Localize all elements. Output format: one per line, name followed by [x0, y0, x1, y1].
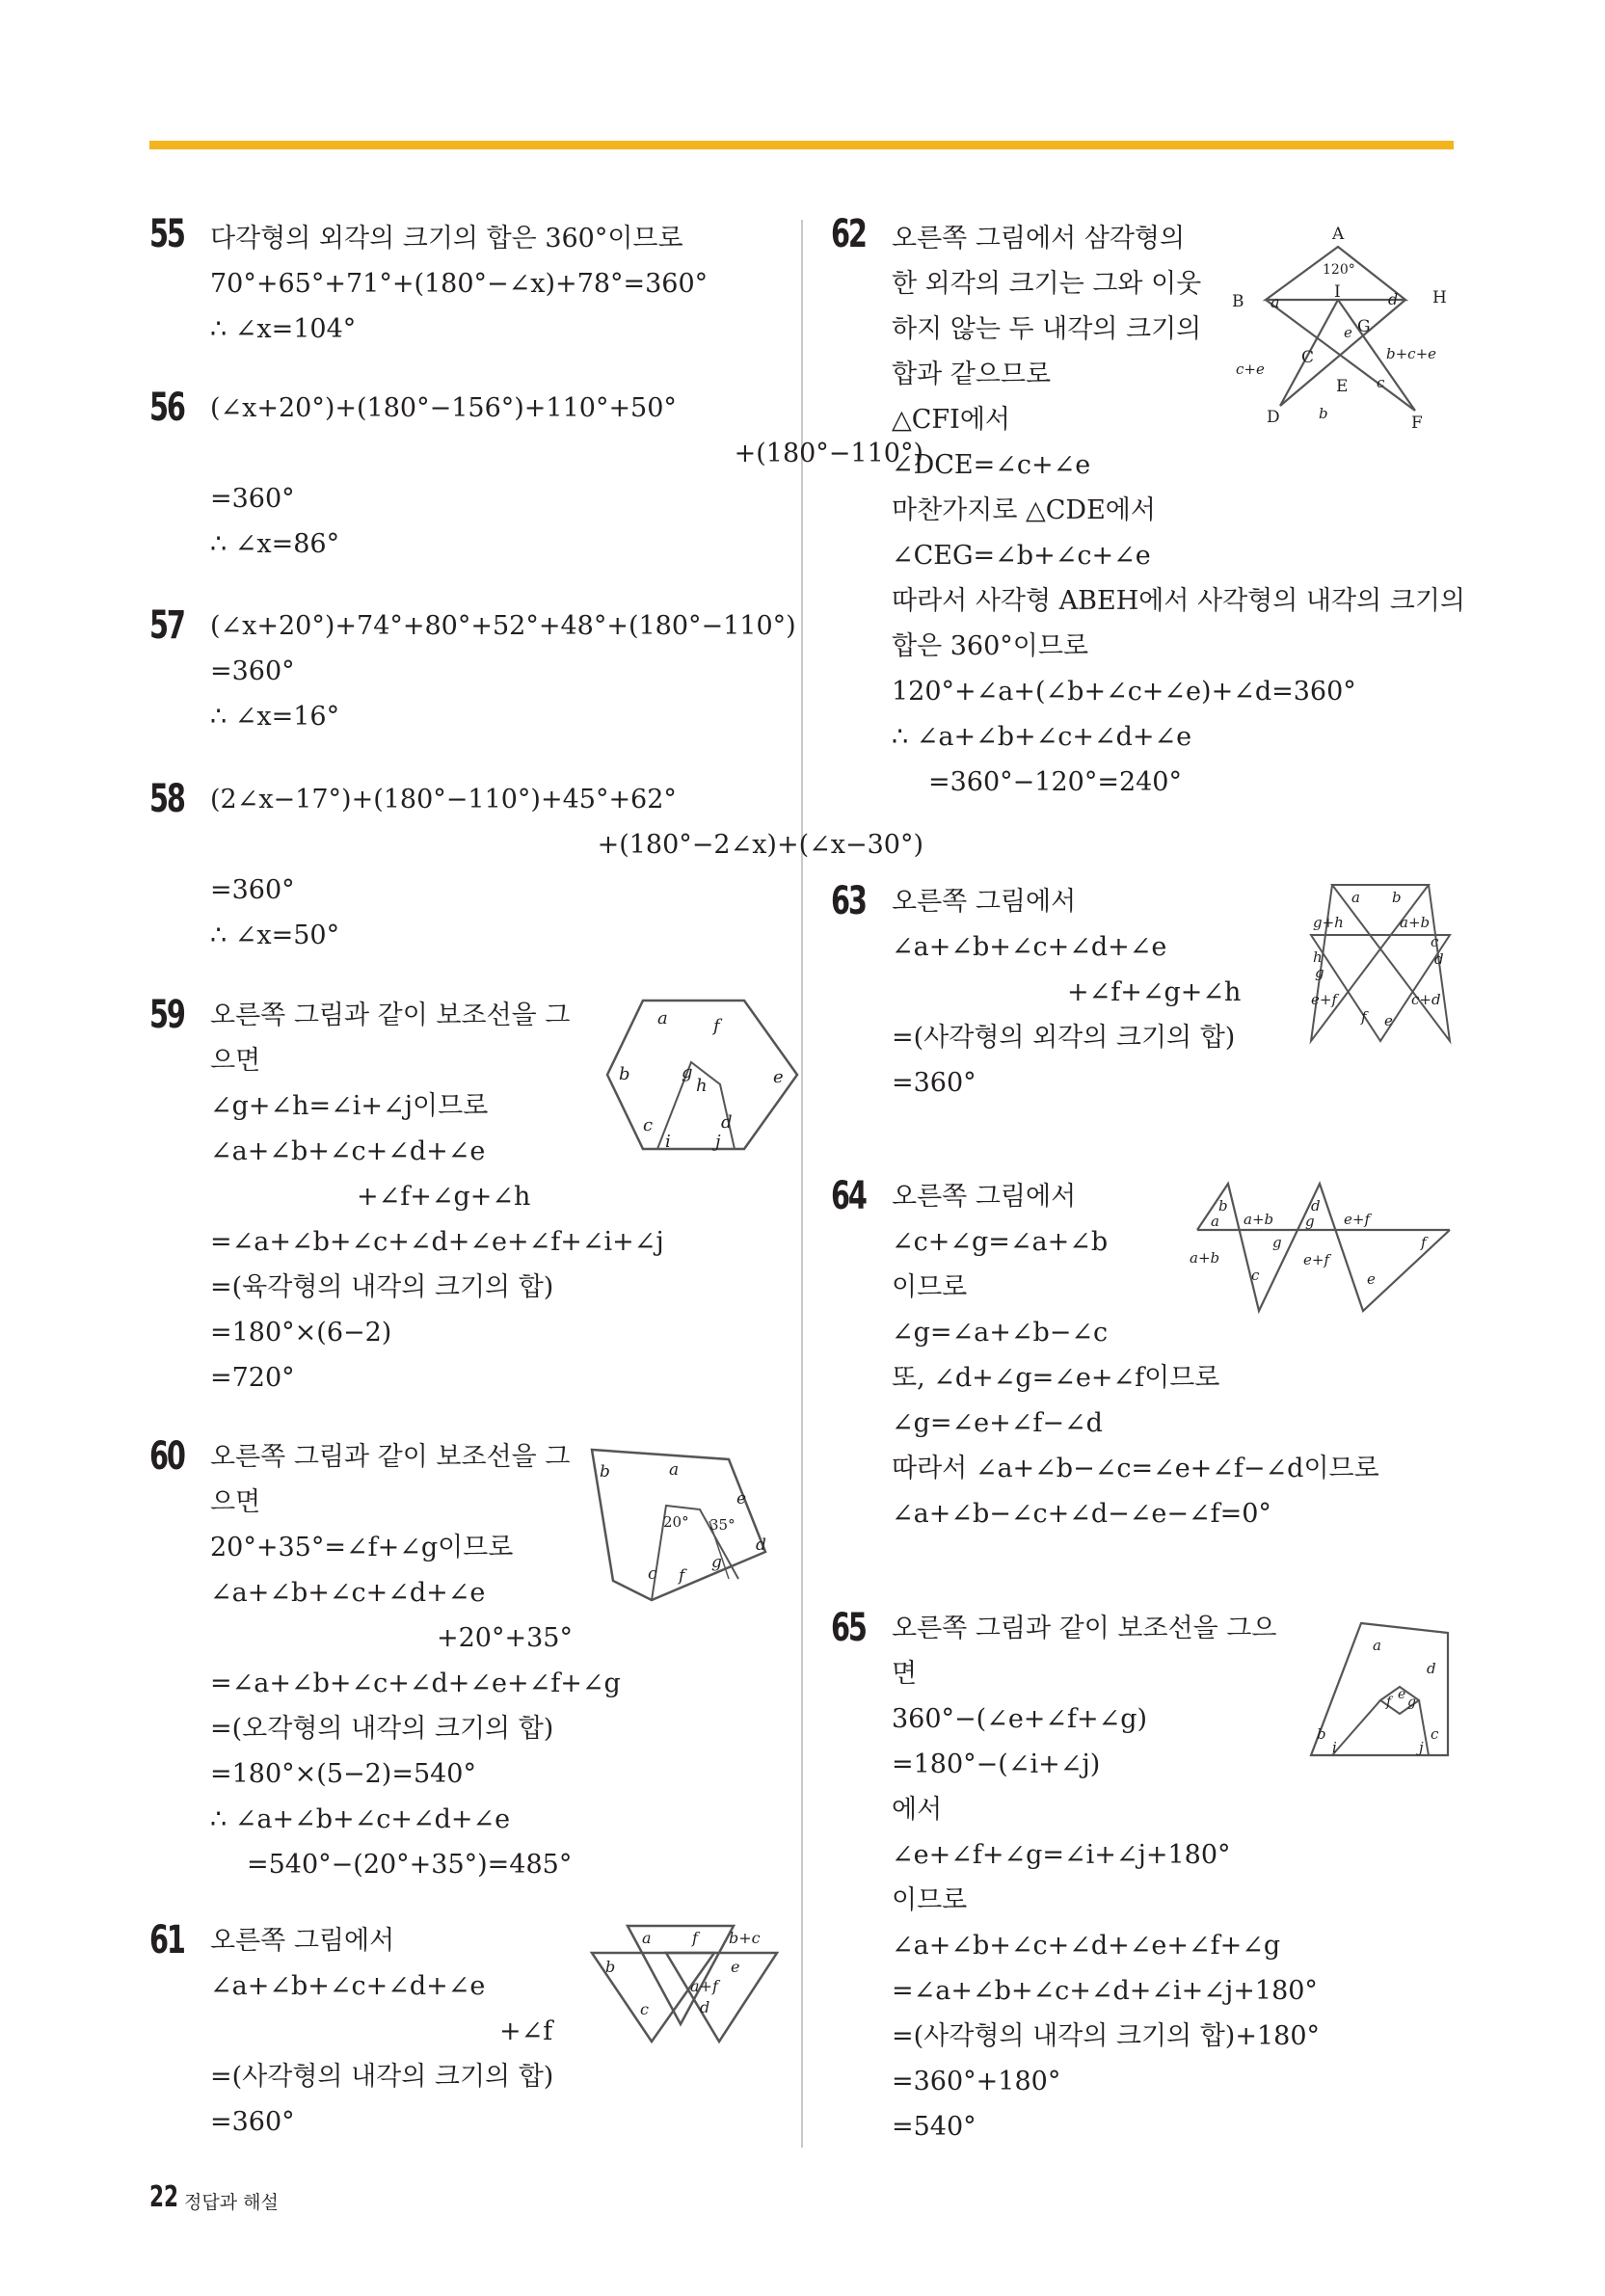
angle-label: h: [1313, 948, 1323, 966]
angle-label: d: [700, 1998, 710, 2016]
angle-label: g: [1272, 1234, 1282, 1251]
angle-label: d: [1311, 1197, 1321, 1215]
point-label: D: [1267, 408, 1280, 427]
solution-line: =360°−120°=240°: [928, 767, 1182, 797]
problem-number: 56: [149, 386, 184, 430]
solution-line: =(사각형의 내각의 크기의 합)+180°: [892, 2021, 1320, 2051]
angle-label: g: [1407, 1695, 1416, 1710]
solution-line: =360°: [210, 2107, 295, 2137]
angle-label: g: [1315, 964, 1324, 981]
angle-label: b: [1319, 405, 1328, 422]
angle-label: d: [1427, 1660, 1436, 1677]
angle-label: b: [600, 1462, 610, 1482]
solution-line: 120°+∠a+(∠b+∠c+∠e)+∠d=360°: [892, 677, 1356, 707]
footer-label: 정답과 해설: [184, 2192, 279, 2213]
solution-line: +∠f: [499, 2016, 553, 2046]
problem-number: 61: [149, 1918, 184, 1962]
angle-label: e: [1398, 1687, 1406, 1702]
solution-line: =180°×(5−2)=540°: [210, 1759, 476, 1789]
solution-line: =360°+180°: [892, 2067, 1061, 2096]
point-label: E: [1336, 377, 1349, 396]
angle-label: a: [1271, 293, 1280, 311]
angle-label: d: [1388, 290, 1399, 308]
angle-label: a: [642, 1929, 652, 1947]
angle-label: g: [711, 1553, 722, 1572]
angle-label: a+b: [1400, 914, 1431, 931]
figure-59-hexagon: [600, 993, 812, 1157]
angle-label: f: [692, 1929, 698, 1947]
solution-line: 에서: [892, 1795, 943, 1825]
angle-label: c+e: [1236, 360, 1265, 378]
point-label: B: [1232, 292, 1244, 311]
solution-line: 70°+65°+71°+(180°−∠x)+78°=360°: [210, 269, 709, 299]
angle-label: f: [1421, 1234, 1427, 1251]
point-label: H: [1432, 288, 1447, 307]
angle-label: a+b: [1190, 1249, 1220, 1267]
solution-line: =180°×(6−2): [210, 1318, 392, 1348]
solution-line: =(오각형의 내각의 크기의 합): [210, 1714, 554, 1744]
solution-line: 따라서 ∠a+∠b−∠c=∠e+∠f−∠d이므로: [892, 1454, 1379, 1483]
solution-line: =(사각형의 내각의 크기의 합): [210, 2062, 554, 2092]
angle-label: b+c: [729, 1929, 761, 1947]
page-number: 22: [149, 2180, 179, 2214]
solution-line: +(180°−110°): [734, 439, 923, 468]
figure-60-pentagon: [584, 1436, 787, 1610]
point-label: A: [1332, 225, 1345, 244]
solution-line: 또, ∠d+∠g=∠e+∠f이므로: [892, 1363, 1220, 1393]
solution-line: ∠a+∠b+∠c+∠d+∠e: [892, 932, 1167, 962]
angle-label: g: [682, 1062, 693, 1082]
angle-label: e+f: [1311, 991, 1337, 1008]
solution-line: 면: [892, 1659, 918, 1689]
angle-label: e: [1344, 324, 1352, 341]
solution-line: 합과 같으므로: [892, 360, 1052, 389]
solution-line: △CFI에서: [892, 405, 1010, 435]
angle-label: a: [1351, 889, 1360, 906]
page-footer: [149, 2180, 279, 2214]
solution-line: 20°+35°=∠f+∠g이므로: [210, 1533, 514, 1562]
angle-label: c: [1431, 933, 1439, 950]
solution-line: 오른쪽 그림과 같이 보조선을 그으: [892, 1614, 1277, 1643]
angle-label: f: [1386, 1695, 1392, 1710]
problem-number: 60: [149, 1434, 184, 1479]
point-label: G: [1357, 317, 1371, 336]
solution-line: ∴ ∠x=16°: [210, 702, 340, 732]
angle-label: b+c+e: [1386, 345, 1437, 362]
angle-label: a: [1211, 1213, 1219, 1230]
solution-line: =540°: [892, 2112, 976, 2142]
angle-label: i: [665, 1132, 671, 1152]
problem-number: 64: [831, 1174, 866, 1218]
solution-line: 360°−(∠e+∠f+∠g): [892, 1704, 1148, 1734]
solution-line: 오른쪽 그림에서: [210, 1926, 395, 1956]
angle-label: a+b: [1244, 1211, 1274, 1228]
solution-line: ∠a+∠b+∠c+∠d+∠e: [210, 1136, 486, 1166]
angle-label: j: [715, 1132, 721, 1152]
solution-line: +(180°−2∠x)+(∠x−30°): [597, 830, 923, 860]
solution-line: 오른쪽 그림에서 삼각형의: [892, 224, 1186, 254]
solution-line: =360°: [892, 1068, 976, 1098]
solution-line: +∠f+∠g+∠h: [1067, 977, 1242, 1007]
angle-label: c: [1251, 1267, 1260, 1284]
solution-line: 오른쪽 그림과 같이 보조선을 그: [210, 1442, 571, 1472]
angle-label: c: [648, 1564, 657, 1584]
solution-line: ∴ ∠a+∠b+∠c+∠d+∠e: [210, 1804, 511, 1834]
angle-label: g+h: [1313, 914, 1344, 931]
figure-64-zigzag: [1190, 1176, 1459, 1321]
solution-line: ∠c+∠g=∠a+∠b: [892, 1227, 1109, 1257]
solution-line: 오른쪽 그림에서: [892, 1182, 1077, 1212]
solution-line: =∠a+∠b+∠c+∠d+∠e+∠f+∠i+∠j: [210, 1227, 664, 1257]
solution-line: =540°−(20°+35°)=485°: [247, 1850, 573, 1880]
angle-label: e: [731, 1958, 740, 1976]
angle-label: d: [721, 1112, 733, 1133]
figure-62-star: [1222, 218, 1454, 440]
problem-number: 57: [149, 603, 184, 648]
solution-line: 하지 않는 두 내각의 크기의: [892, 314, 1202, 344]
point-label: C: [1301, 348, 1315, 367]
problem-number: 59: [149, 993, 184, 1037]
angle-label: a: [1373, 1637, 1381, 1654]
solution-line: ∴ ∠x=50°: [210, 921, 340, 950]
solution-line: =180°−(∠i+∠j): [892, 1749, 1101, 1779]
problem-number: 62: [831, 212, 866, 256]
angle-label: e: [773, 1067, 784, 1087]
angle-label: e: [1384, 1012, 1393, 1029]
solution-line: (2∠x−17°)+(180°−110°)+45°+62°: [210, 785, 677, 814]
solution-line: 오른쪽 그림과 같이 보조선을 그: [210, 1001, 571, 1030]
angle-label: f: [713, 1016, 720, 1036]
solution-line: 오른쪽 그림에서: [892, 887, 1077, 917]
solution-line: +∠f+∠g+∠h: [357, 1182, 531, 1212]
angle-label: g: [1305, 1213, 1315, 1230]
problem-number: 63: [831, 879, 866, 923]
solution-line: =720°: [210, 1363, 295, 1393]
solution-line: =∠a+∠b+∠c+∠d+∠e+∠f+∠g: [210, 1669, 621, 1698]
solution-line: ∴ ∠x=104°: [210, 314, 357, 344]
solution-line: 이므로: [892, 1272, 968, 1302]
angle-label: b: [605, 1958, 616, 1976]
figure-65-quadrilateral: [1303, 1615, 1458, 1760]
angle-label: a+f: [690, 1977, 718, 1995]
solution-line: 으면: [210, 1046, 261, 1076]
solution-line: 합은 360°이므로: [892, 631, 1089, 661]
angle-label: b: [619, 1064, 630, 1084]
solution-line: ∠a+∠b+∠c+∠d+∠e: [210, 1971, 486, 2001]
solution-line: =(육각형의 내각의 크기의 합): [210, 1272, 554, 1302]
angle-label: c: [643, 1115, 654, 1135]
solution-line: =∠a+∠b+∠c+∠d+∠i+∠j+180°: [892, 1976, 1318, 2006]
angle-label: c: [640, 2000, 649, 2018]
point-label: F: [1411, 414, 1423, 433]
problem-number: 55: [149, 212, 184, 256]
solution-line: 이므로: [892, 1885, 968, 1915]
angle-label: j: [1419, 1739, 1424, 1756]
solution-line: =360°: [210, 875, 295, 905]
solution-line: ∠g=∠e+∠f−∠d: [892, 1408, 1103, 1438]
figure-61-triangles: [584, 1918, 787, 2043]
solution-line: ∠a+∠b+∠c+∠d+∠e: [210, 1578, 486, 1608]
solution-line: =360°: [210, 484, 295, 514]
angle-label: d: [1434, 950, 1444, 968]
angle-label: e: [736, 1489, 747, 1508]
solution-line: ∠g+∠h=∠i+∠j이므로: [210, 1091, 489, 1121]
angle-label: e+f: [1344, 1211, 1370, 1228]
angle-label: c: [1377, 374, 1385, 391]
solution-line: 다각형의 외각의 크기의 합은 360°이므로: [210, 224, 683, 254]
angle-label: c+d: [1411, 991, 1441, 1008]
solution-line: 따라서 사각형 ABEH에서 사각형의 내각의 크기의: [892, 586, 1465, 616]
angle-label: 35°: [709, 1516, 736, 1534]
problem-number: 58: [149, 777, 184, 821]
solution-line: ∴ ∠a+∠b+∠c+∠d+∠e: [892, 722, 1192, 752]
solution-line: ∠DCE=∠c+∠e: [892, 450, 1091, 480]
angle-label: d: [756, 1535, 766, 1555]
solution-line: ∠e+∠f+∠g=∠i+∠j+180°: [892, 1840, 1231, 1870]
solution-line: ∠g=∠a+∠b−∠c: [892, 1318, 1109, 1348]
angle-label: a: [657, 1008, 668, 1028]
angle-label: 120°: [1323, 262, 1355, 278]
solution-line: =(사각형의 외각의 크기의 합): [892, 1023, 1236, 1053]
solution-line: 한 외각의 크기는 그와 이웃: [892, 269, 1202, 299]
angle-label: b: [1392, 889, 1402, 906]
angle-label: e: [1367, 1270, 1376, 1288]
solution-line: (∠x+20°)+(180°−156°)+110°+50°: [210, 393, 677, 423]
problem-number: 65: [831, 1606, 866, 1650]
solution-line: ∠a+∠b−∠c+∠d−∠e−∠f=0°: [892, 1499, 1271, 1529]
angle-label: b: [1218, 1197, 1228, 1215]
angle-label: f: [679, 1566, 685, 1586]
solution-line: (∠x+20°)+74°+80°+52°+48°+(180°−110°): [210, 611, 796, 641]
point-label: I: [1334, 282, 1341, 302]
solution-line: +20°+35°: [437, 1623, 573, 1653]
angle-label: b: [1317, 1725, 1326, 1743]
solution-line: ∠a+∠b+∠c+∠d+∠e+∠f+∠g: [892, 1931, 1281, 1961]
solution-line: ∴ ∠x=86°: [210, 529, 340, 559]
angle-label: a: [669, 1460, 680, 1480]
angle-label: 20°: [663, 1513, 689, 1531]
solution-line: 으면: [210, 1487, 261, 1517]
angle-label: e+f: [1303, 1251, 1329, 1268]
angle-label: c: [1431, 1725, 1439, 1743]
figure-63-triangles: [1303, 877, 1458, 1046]
top-accent-bar: [149, 141, 1454, 149]
angle-label: f: [1361, 1008, 1367, 1026]
angle-label: i: [1332, 1739, 1337, 1756]
angle-label: h: [696, 1076, 708, 1096]
solution-line: 마찬가지로 △CDE에서: [892, 495, 1156, 525]
solution-line: ∠CEG=∠b+∠c+∠e: [892, 541, 1151, 571]
solution-line: =360°: [210, 656, 295, 686]
